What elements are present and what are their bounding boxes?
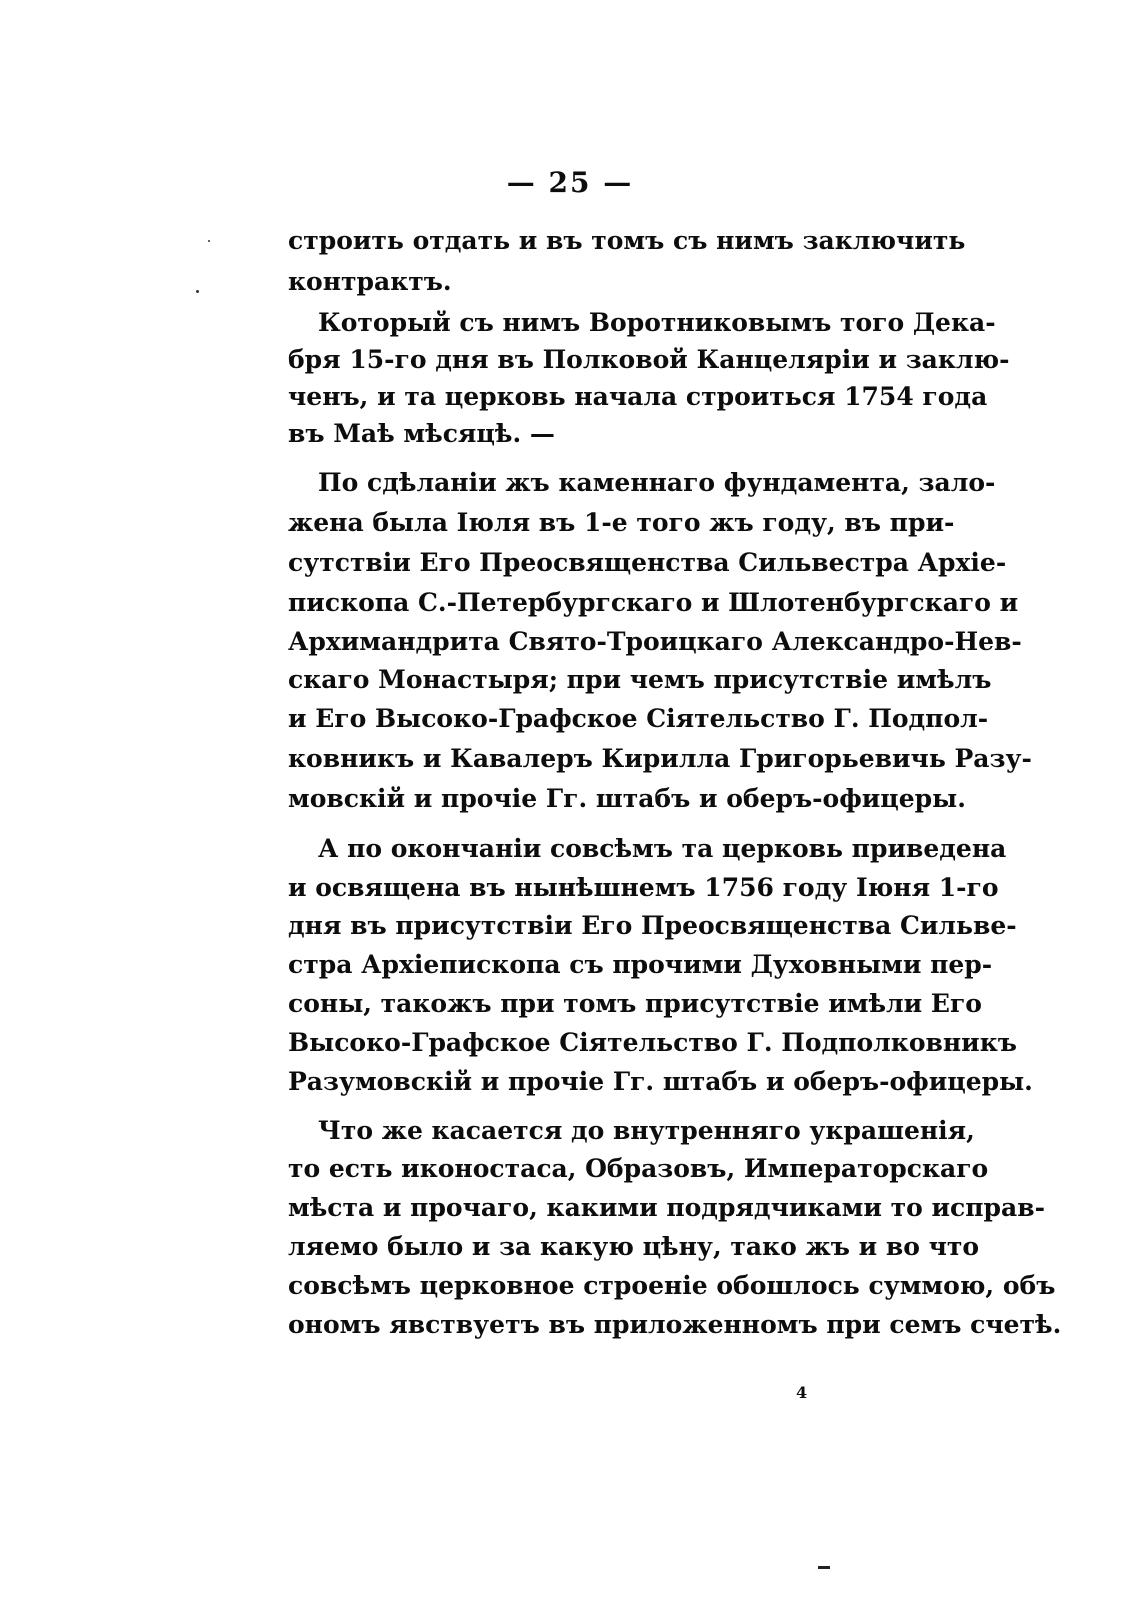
text-line: и Его Высоко-Графское Сіятельство Г. Подпол- xyxy=(288,704,989,733)
text-line: строить отдать и въ томъ съ нимъ заключить xyxy=(288,226,966,255)
text-line: скаго Монастыря; при чемъ присутствіе имѣлъ xyxy=(288,665,992,694)
text-line: жена была Іюля въ 1-е того жъ году, въ при- xyxy=(288,508,955,537)
text-line: стра Архіепископа съ прочими Духовными пер- xyxy=(288,950,993,979)
text-line: совсѣмъ церковное строеніе обошлось суммою, объ xyxy=(288,1271,1056,1300)
text-line: Который съ нимъ Воротниковымъ того Дека- xyxy=(318,308,996,337)
text-line: мѣста и прочаго, какими подрядчиками то исправ- xyxy=(288,1193,1045,1222)
text-line: то есть иконостаса, Образовъ, Императорскаго xyxy=(288,1154,989,1183)
text-line: ономъ явствуетъ въ приложенномъ при семъ счетѣ. xyxy=(288,1310,1062,1339)
text-line: контрактъ. xyxy=(288,267,452,296)
text-line: ковникъ и Кавалеръ Кирилла Григорьевичь Разу- xyxy=(288,744,1032,773)
text-line: бря 15-го дня въ Полковой Канцеляріи и заклю- xyxy=(288,345,1010,374)
text-line: Высоко-Графское Сіятельство Г. Подполковникъ xyxy=(288,1028,1017,1057)
text-line: соны, такожъ при томъ присутствіе имѣли Его xyxy=(288,989,982,1018)
printer-signature-mark: 4 xyxy=(796,1383,808,1402)
text-line: пископа С.-Петербургскаго и Шлотенбургскаго и xyxy=(288,588,1019,617)
page-number: — 25 — xyxy=(506,166,634,199)
text-line: въ Маѣ мѣсяцѣ. — xyxy=(288,419,555,448)
text-line: сутствіи Его Преосвященства Сильвестра Архіе- xyxy=(288,548,1007,577)
scan-speck xyxy=(196,290,199,293)
scan-speck xyxy=(208,240,210,242)
text-line: ляемо было и за какую цѣну, тако жъ и во что xyxy=(288,1232,980,1261)
text-line: Что же касается до внутренняго украшенія, xyxy=(318,1116,975,1145)
text-line: и освящена въ нынѣшнемъ 1756 году Іюня 1-го xyxy=(288,873,999,902)
text-line: мовскій и прочіе Гг. штабъ и оберъ-офицеры. xyxy=(288,784,966,813)
text-line: дня въ присутствіи Его Преосвященства Сильве- xyxy=(288,911,1017,940)
text-line: Разумовскій и прочіе Гг. штабъ и оберъ-офицеры. xyxy=(288,1067,1033,1096)
text-line: По сдѣланіи жъ каменнаго фундамента, зало- xyxy=(318,468,996,497)
text-line: А по окончаніи совсѣмъ та церковь приведена xyxy=(318,834,1007,863)
text-line: ченъ, и та церковь начала строиться 1754 года xyxy=(288,382,988,411)
text-line: Архимандрита Свято-Троицкаго Александро-Нев- xyxy=(288,627,1022,656)
scan-dash-mark xyxy=(818,1566,830,1569)
